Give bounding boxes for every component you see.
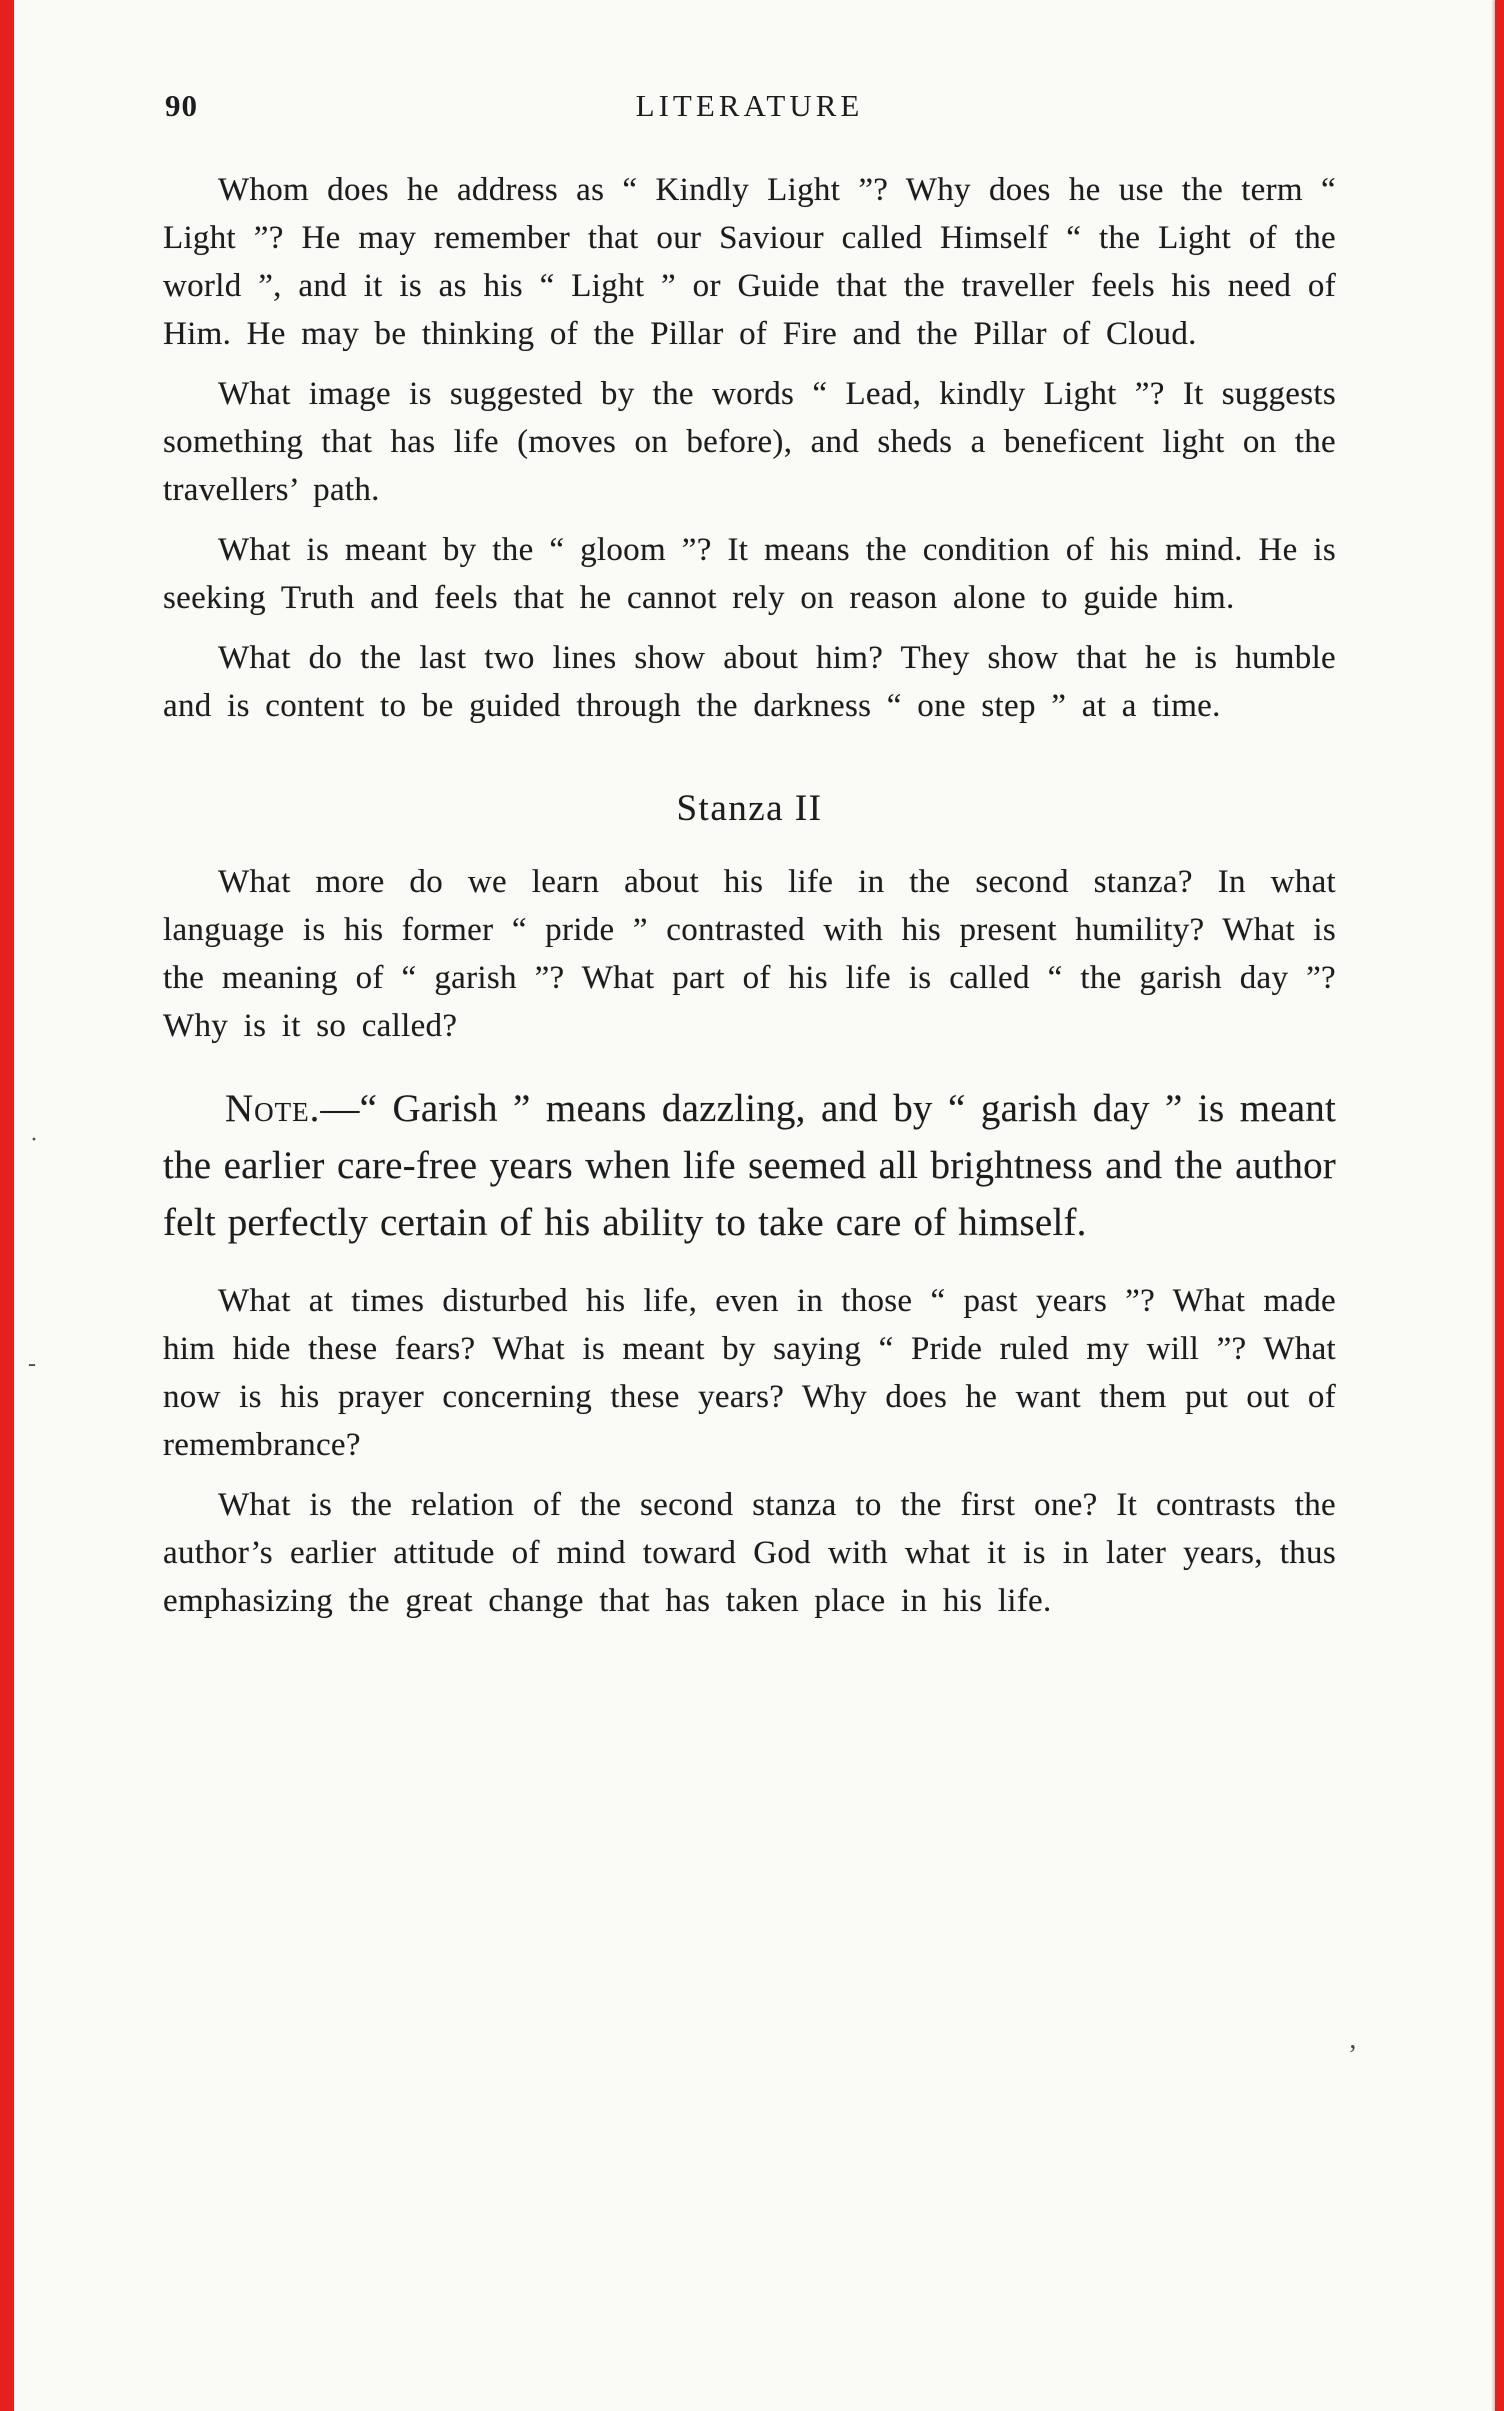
note-paragraph [163, 1080, 1336, 1251]
note-label: Note. [225, 1087, 321, 1130]
paragraph-relation-stanzas: What is the relation of the second stanza to the first one? It contrasts the author’s earlier attitude of mind toward God with what it is in later years, thus emphasizing the great change that has taken place in his life. [163, 1487, 1336, 1619]
paragraph-second-stanza-questions: What more do we learn about his life in the second stanza? In what language is his former “ pride ” contrasted with his present humility? What is the meaning of “ garish ”? What part of his life is called “ the garish day ”? Why is it so called? [163, 864, 1336, 1044]
scan-speck-dash: - [28, 1351, 36, 1377]
scan-edge-left-red-strip [0, 0, 14, 2411]
page-content [163, 88, 1336, 1625]
paragraph-whom-address: Whom does he address as “ Kindly Light ”? Why does he use the term “ Light ”? He may remember that our Saviour called Himself “ the Light of the world ”, and it is as his “ Light ” or Guide that the traveller feels his need of Him. He may be thinking of the Pillar of Fire and the Pillar of Cloud. [163, 172, 1336, 352]
paragraph-last-two-lines: What do the last two lines show about him? They show that he is humble and is content to be guided through the darkness “ one step ” at a time. [163, 640, 1336, 724]
stanza-ii-heading: Stanza II [676, 788, 823, 829]
running-title: LITERATURE [635, 88, 864, 123]
scan-speck-comma: ‚ [1348, 2024, 1358, 2055]
page-header [163, 88, 1336, 138]
scan-edge-right-red-strip [1495, 0, 1504, 2411]
scan-speck-dot: · [30, 1127, 38, 1153]
paragraph-what-image: What image is suggested by the words “ Lead, kindly Light ”? It suggests something that has life (moves on before), and sheds a beneficent light on the travellers’ path. [163, 376, 1336, 508]
note-dash: — [320, 1087, 360, 1130]
paragraph-past-years: What at times disturbed his life, even in those “ past years ”? What made him hide these fears? What is meant by saying “ Pride ruled my will ”? What now is his prayer concerning these years? Why does he want them put out of remembrance? [163, 1283, 1336, 1463]
paragraph-gloom: What is meant by the “ gloom ”? It means the condition of his mind. He is seeking Truth and feels that he cannot rely on reason alone to guide him. [163, 532, 1336, 616]
page-number: 90 [165, 88, 198, 123]
note-body: “ Garish ” means dazzling, and by “ garish day ” is meant the earlier care-free years when life seemed all brightness and the author felt perfectly certain of his ability to take care of himself. [163, 1087, 1336, 1244]
